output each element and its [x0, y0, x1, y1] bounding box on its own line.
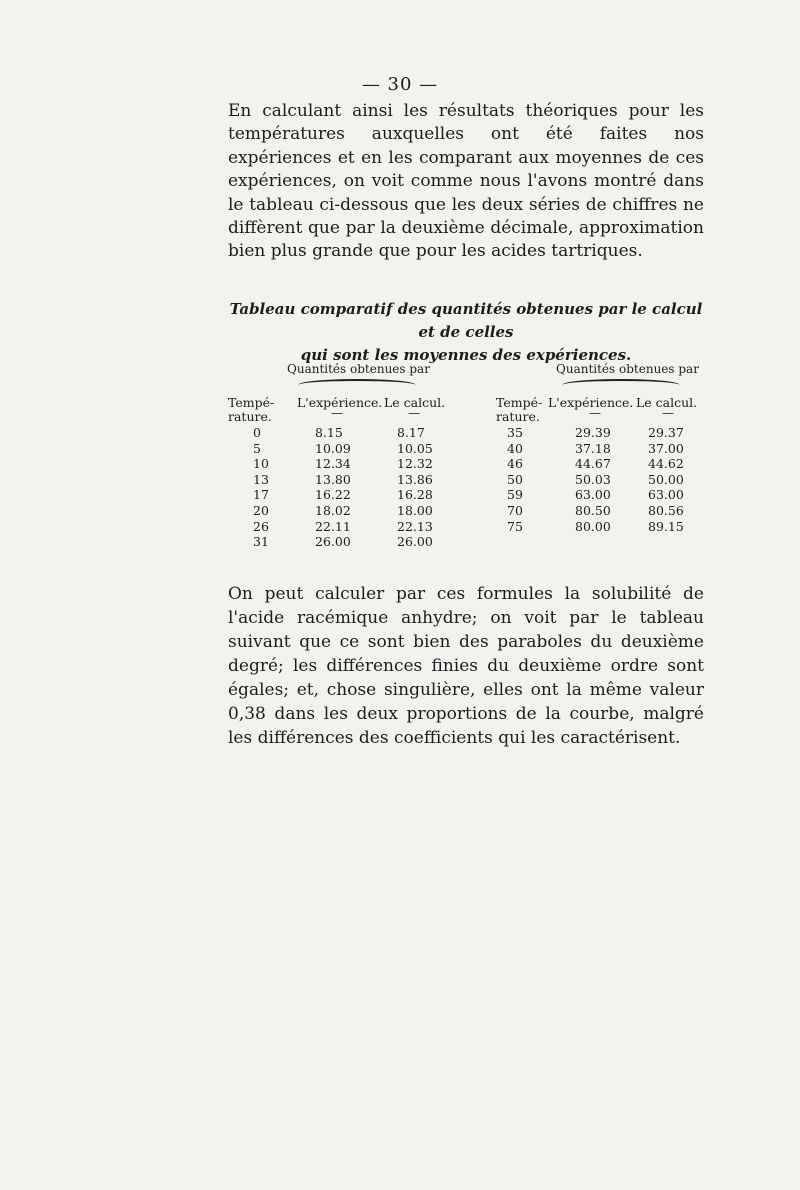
- right-cell-exp: 37.18: [575, 440, 611, 456]
- caption-line-2: qui sont les moyennes des expériences.: [300, 346, 632, 364]
- left-cell-t: 0: [253, 425, 261, 440]
- right-cell-t: 70: [507, 503, 523, 518]
- right-cell-calc: 63.00: [648, 487, 684, 503]
- left-cell-exp: 10.09: [315, 440, 351, 456]
- col-temp-right-1: Tempé-: [496, 395, 543, 410]
- right-cell-t: 75: [507, 518, 523, 534]
- dash-calc-right: —: [662, 406, 674, 420]
- dash-exp-left: —: [331, 406, 343, 420]
- right-cell-t: 40: [507, 440, 523, 456]
- dash-exp-right: —: [589, 406, 601, 420]
- col-calc-left: Le calcul.: [384, 395, 446, 410]
- right-cell-exp: 50.03: [575, 471, 611, 487]
- left-cell-calc: 22.13: [397, 518, 433, 534]
- right-cell-calc: 44.62: [648, 456, 684, 472]
- right-cell-calc: 37.00: [648, 440, 684, 456]
- col-temp-left-1: Tempé-: [228, 395, 275, 410]
- group-brace-left: [298, 379, 416, 391]
- left-cell-t: 20: [253, 503, 269, 518]
- right-cell-calc: 50.00: [648, 471, 684, 487]
- left-cell-calc: 8.17: [397, 425, 425, 440]
- left-cell-exp: 26.00: [315, 534, 351, 550]
- dash-calc-left: —: [408, 406, 420, 420]
- right-cell-exp: 80.00: [575, 518, 611, 534]
- left-cell-calc: 18.00: [397, 503, 433, 518]
- left-cell-exp: 8.15: [315, 425, 343, 440]
- col-exp-left: L'expérience.: [297, 395, 383, 410]
- left-cell-t: 5: [253, 440, 261, 456]
- left-cell-calc: 10.05: [397, 440, 433, 456]
- right-cell-exp: 80.50: [575, 503, 611, 518]
- right-cell-calc: 80.56: [648, 503, 684, 518]
- right-cell-t: 46: [507, 456, 523, 472]
- left-cell-calc: 12.32: [397, 456, 433, 472]
- left-cell-exp: 22.11: [315, 518, 351, 534]
- right-cell-t: 59: [507, 487, 523, 503]
- left-cell-exp: 13.80: [315, 471, 351, 487]
- paragraph-intro: En calculant ainsi les résultats théoriques pour les températures auxquelles ont été faites nos expériences et en les comparant aux moyennes de ces expériences, on voit comme nous l'avons montré dans le tableau ci-dessous que les deux séries de chiffres ne diffèrent que par la deuxième décimale, approximation bien plus grande que pour les acides tartriques.: [228, 101, 704, 262]
- left-cell-t: 17: [253, 487, 269, 503]
- right-cell-t: 50: [507, 471, 523, 487]
- table-caption: [228, 298, 704, 367]
- left-cell-calc: 16.28: [397, 487, 433, 503]
- right-cell-exp: 44.67: [575, 456, 611, 472]
- right-cell-exp: 29.39: [575, 425, 611, 440]
- group-brace-right: [562, 379, 680, 391]
- left-cell-t: 13: [253, 471, 269, 487]
- left-cell-exp: 18.02: [315, 503, 351, 518]
- left-cell-t: 26: [253, 518, 269, 534]
- col-temp-right-2: rature.: [496, 409, 540, 424]
- right-cell-t: 35: [507, 425, 523, 440]
- right-cell-calc: 89.15: [648, 518, 684, 534]
- left-cell-exp: 16.22: [315, 487, 351, 503]
- col-exp-right: L'expérience.: [548, 395, 634, 410]
- caption-line-1: Tableau comparatif des quantités obtenues par le calcul et de celles: [229, 300, 703, 341]
- group-header-right: Quantités obtenues par: [556, 362, 699, 376]
- right-cell-exp: 63.00: [575, 487, 611, 503]
- col-calc-right: Le calcul.: [636, 395, 698, 410]
- left-cell-calc: 13.86: [397, 471, 433, 487]
- left-cell-exp: 12.34: [315, 456, 351, 472]
- paragraph-conclusion: On peut calculer par ces formules la solubilité de l'acide racémique anhydre; on voit par le tableau suivant que ce sont bien des paraboles du deuxième degré; les différences finies du deuxième ordre sont égales; et, chose singulière, elles ont la même valeur 0,38 dans les deux proportions de la courbe, malgré les différences des coefficients qui les caractérisent.: [228, 584, 704, 748]
- left-cell-t: 10: [253, 456, 269, 472]
- right-cell-calc: 29.37: [648, 425, 684, 440]
- page-number: — 30 —: [361, 74, 439, 95]
- group-header-left: Quantités obtenues par: [287, 362, 430, 376]
- left-cell-calc: 26.00: [397, 534, 433, 550]
- left-cell-t: 31: [253, 534, 269, 550]
- col-temp-left-2: rature.: [228, 409, 272, 424]
